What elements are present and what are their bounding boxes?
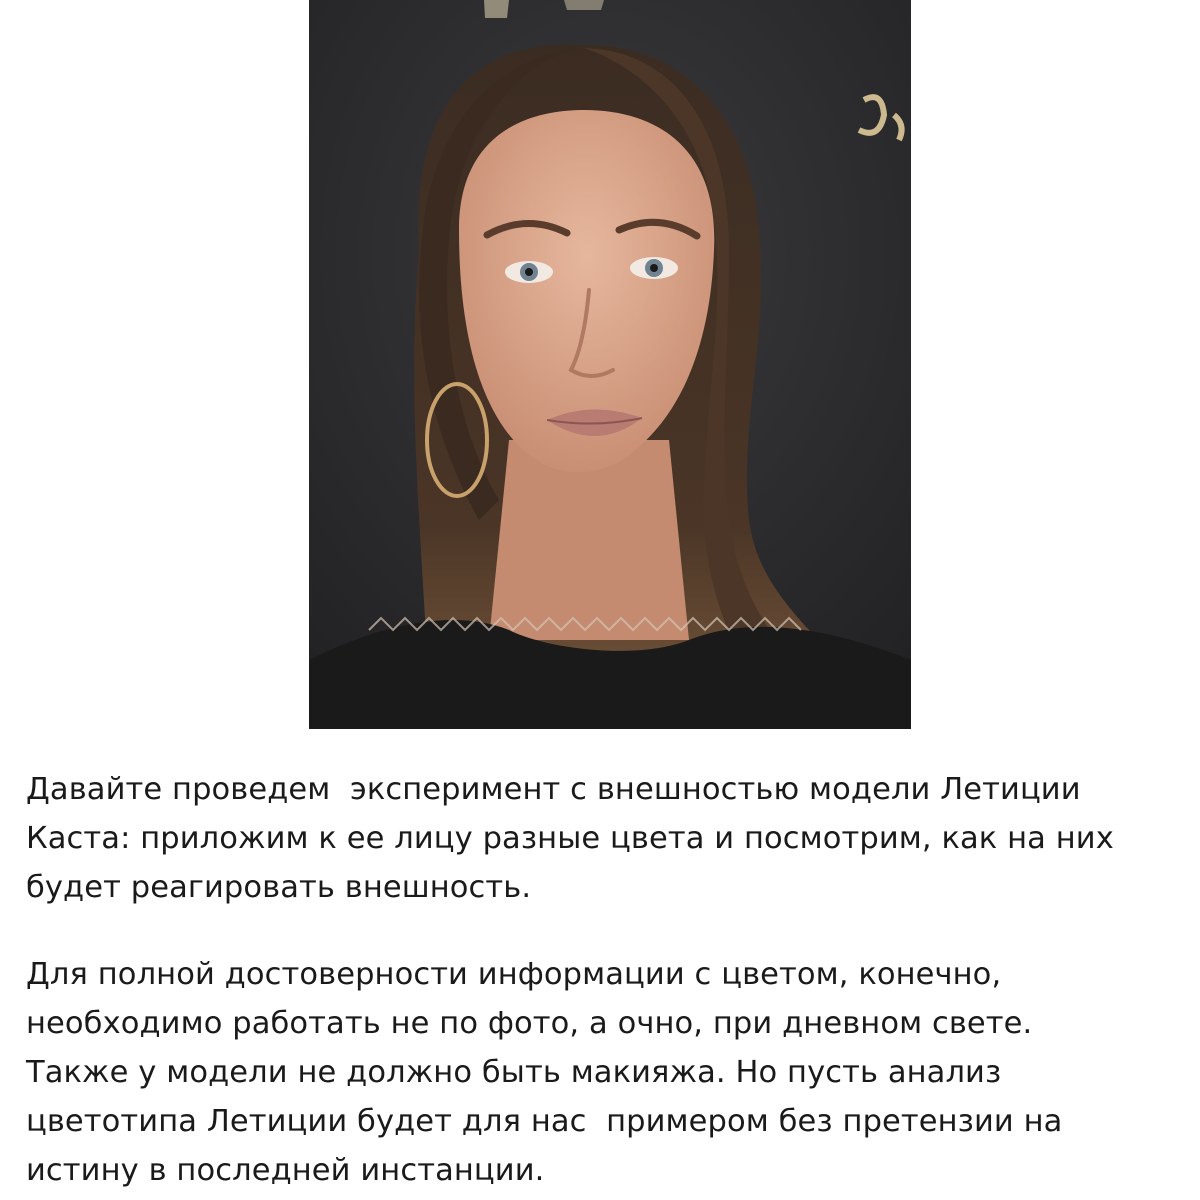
backdrop-mark — [564, 0, 604, 10]
disclaimer-paragraph: Для полной достоверности информации с цветом, конечно, необходимо работать не по фото, а очно, при дневном свете. Также у модели не должно быть макияжа. Но пусть анализ цветотипа Летиции будет для нас примером без претензии на истину в последней инстанции. — [26, 957, 1063, 1188]
intro-paragraph: Давайте проведем эксперимент с внешностью модели Летиции Каста: приложим к ее лицу разные цвета и посмотрим, как на них будет реагировать внешность. — [26, 772, 1114, 905]
backdrop-mark — [484, 0, 509, 18]
portrait-illustration — [309, 0, 911, 729]
portrait-photo — [309, 0, 911, 729]
